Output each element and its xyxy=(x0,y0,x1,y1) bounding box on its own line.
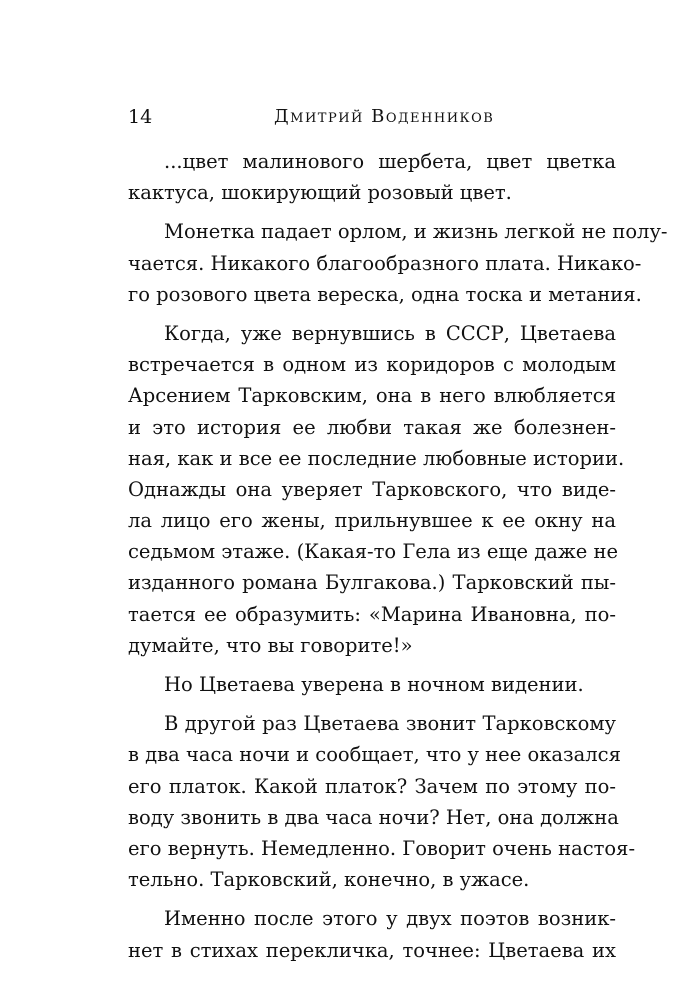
body-text xyxy=(128,146,668,966)
text-line: го розового цвета вереска, одна тоска и метания. xyxy=(128,282,642,306)
text-line: его вернуть. Немедленно. Говорит очень настоя- xyxy=(128,836,636,860)
text-line: ...цвет малинового шербета, цвет цветка xyxy=(164,150,616,173)
text-line: тельно. Тарковский, конечно, в ужасе. xyxy=(128,868,530,892)
text-line: Арсением Тарковским, она в него влюбляется xyxy=(128,384,616,408)
text-line: чается. Никакого благообразного плата. Никако- xyxy=(128,251,642,275)
text-line: в два часа ночи и сообщает, что у нее оказался xyxy=(128,743,621,767)
text-line: седьмом этаже. (Какая-то Гела из еще даже не xyxy=(128,540,619,564)
text-line: Монетка падает орлом, и жизнь легкой не полу- xyxy=(164,220,668,244)
text-line: думайте, что вы говорите!» xyxy=(128,633,413,657)
text-line: ла лицо его жены, прильнувшее к ее окну на xyxy=(128,509,616,533)
page-number: 14 xyxy=(128,106,153,128)
text-line: Когда, уже вернувшись в СССР, Цветаева xyxy=(164,321,616,345)
text-line: и это история ее любви такая же болезнен- xyxy=(128,415,616,439)
text-line: нет в стихах перекличка, точнее: Цветаева их xyxy=(128,938,616,962)
author-name: Дмитрий Воденников xyxy=(274,106,495,127)
text-line: ная, как и все ее последние любовные истории. xyxy=(128,446,625,470)
text-line: кактуса, шокирующий розовый цвет. xyxy=(128,181,512,205)
text-line: встречается в одном из коридоров с молодым xyxy=(128,353,616,377)
text-line: Именно после этого у двух поэтов возник- xyxy=(164,907,616,931)
text-line: воду звонить в два часа ночи? Нет, она должна xyxy=(128,805,619,829)
text-line: изданного романа Булгакова.) Тарковский пы- xyxy=(128,571,616,595)
running-head xyxy=(128,104,616,130)
text-line: Но Цветаева уверена в ночном видении. xyxy=(164,673,584,696)
text-line: его платок. Какой платок? Зачем по этому по- xyxy=(128,774,616,798)
text-line: тается ее образумить: «Марина Ивановна, по- xyxy=(128,602,616,626)
text-line: В другой раз Цветаева звонит Тарковскому xyxy=(164,712,616,736)
text-line: Однажды она уверяет Тарковского, что виде- xyxy=(128,477,616,501)
